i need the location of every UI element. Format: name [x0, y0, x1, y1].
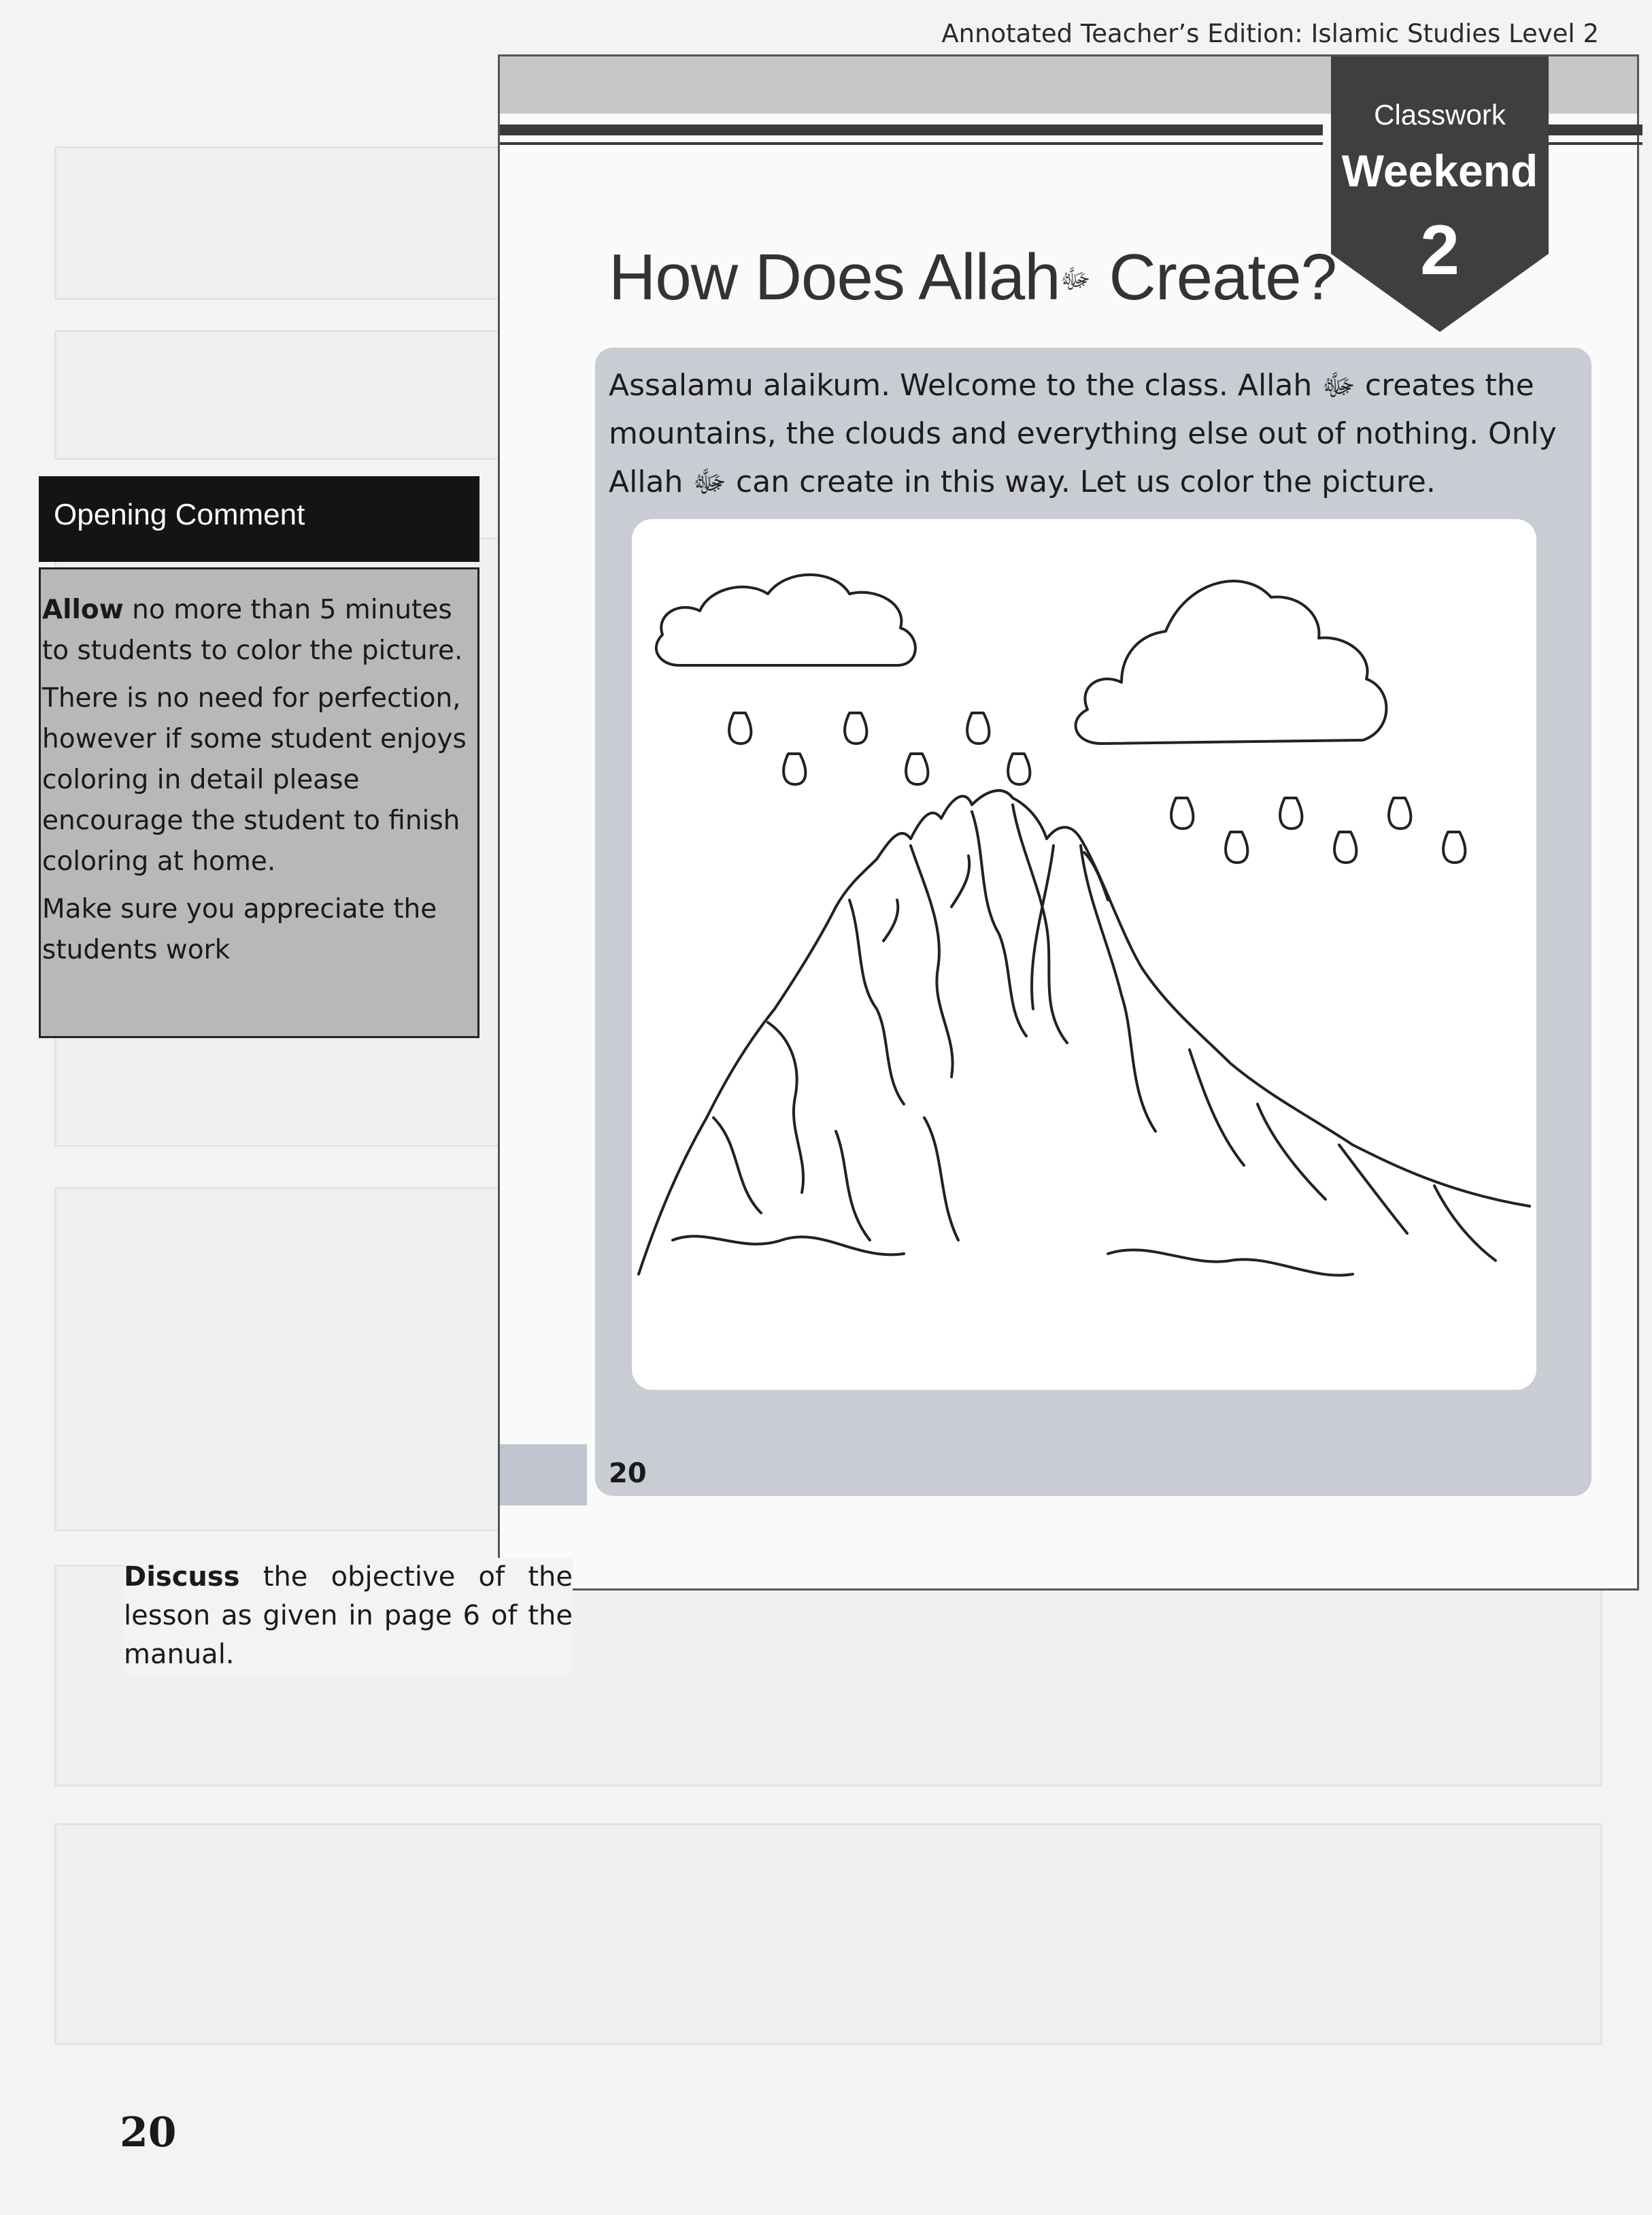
discuss-bold: Discuss [124, 1561, 240, 1593]
page-tab [500, 1444, 587, 1505]
opening-comment-body [39, 567, 479, 1038]
page-number: 20 [120, 2109, 177, 2156]
discuss-text: the objective of the lesson as given in page 6 of the manual. [124, 1561, 573, 1670]
mountain-icon [639, 790, 1530, 1276]
badge-weekend-label: Weekend [1341, 146, 1538, 196]
cloud-icon [656, 575, 915, 665]
title-text: How Does Allah [609, 241, 1060, 314]
edition-header: Annotated Teacher’s Edition: Islamic Studies Level 2 [941, 19, 1599, 48]
discuss-note [124, 1558, 573, 1674]
opening-comment-paragraph: There is no need for perfection, however if some student enjoys coloring in detail please encourage the student to finish coloring at home. [42, 683, 467, 877]
rain-drop-icon [729, 713, 1465, 863]
title-seal: ﷻ [1060, 264, 1091, 295]
badge-classwork-label: Classwork [1374, 99, 1506, 131]
mountain-illustration [632, 519, 1536, 1390]
workbook-title [609, 240, 1336, 315]
coloring-picture [632, 519, 1536, 1390]
badge-number: 2 [1420, 211, 1460, 290]
allow-bold: Allow [42, 595, 124, 625]
decorative-rule [500, 142, 1323, 145]
opening-comment-allow [42, 590, 473, 671]
background-form-row [54, 1823, 1602, 2045]
cloud-icon [1076, 581, 1387, 744]
workbook-intro: Assalamu alaikum. Welcome to the class. Allah ﷻ creates the mountains, the clouds and everything else out of nothing. Only Allah ﷻ can create in this way. Let us color the picture. [609, 368, 1557, 499]
workbook-page [498, 54, 1639, 1591]
decorative-rule [1547, 142, 1642, 145]
opening-comment-paragraph: Make sure you appreciate the students work [42, 894, 437, 965]
classwork-badge [1331, 56, 1549, 332]
workbook-page-number: 20 [609, 1458, 647, 1489]
decorative-rule [1547, 124, 1642, 135]
decorative-rule [500, 124, 1323, 135]
opening-comment-title: Opening Comment [39, 476, 479, 562]
allow-text: no more than 5 minutes to students to color the picture. [42, 595, 463, 666]
title-end: Create? [1090, 241, 1337, 314]
